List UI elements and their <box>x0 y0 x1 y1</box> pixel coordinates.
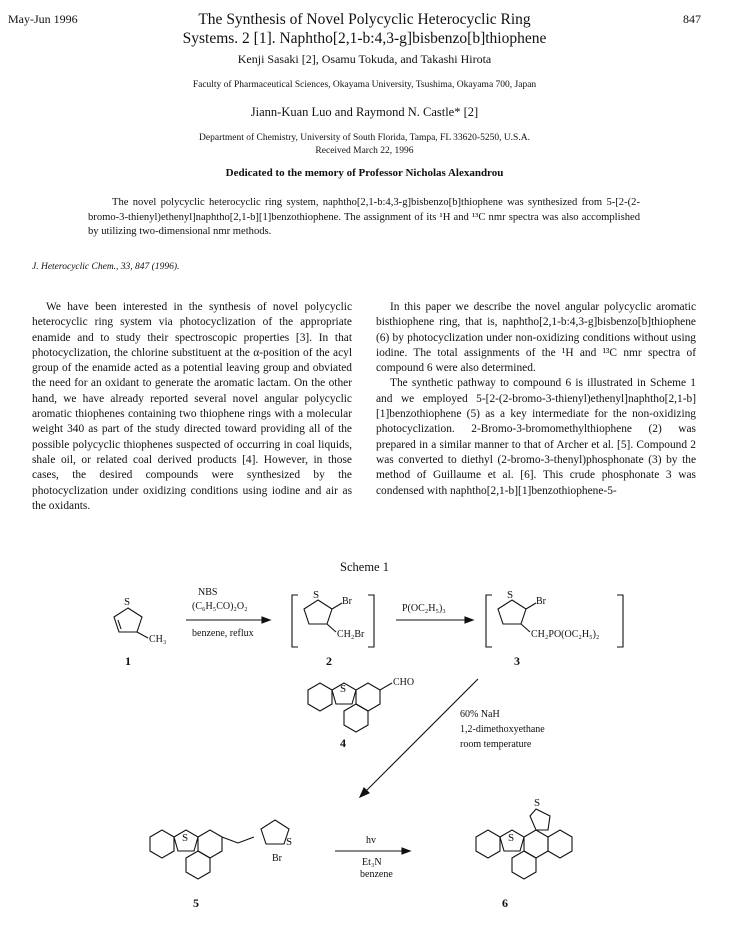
received-date: Received March 22, 1996 <box>315 146 414 156</box>
reagent-temperature: room temperature <box>460 739 532 750</box>
paragraph: In this paper we describe the novel angular polycyclic aromatic bisthiophene ring, that is, naphtho[2,1-b:4,3-g]bisbenzo[b]thiophene (6) by photocyclization under non-oxidizing conditions without using iodine. The total assignments of the ¹H and ¹³C nmr spectra of compound 6 were also determined. <box>376 301 696 375</box>
article-title <box>120 10 609 48</box>
reagent-nbs: NBS <box>198 587 218 598</box>
bromine-label: Br <box>536 596 546 607</box>
page-number: 847 <box>683 12 701 26</box>
dedication: Dedicated to the memory of Professor Nicholas Alexandrou <box>225 167 504 179</box>
scheme-title: Scheme 1 <box>340 560 389 574</box>
compound-number: 4 <box>340 736 346 750</box>
reagent-condition: benzene, reflux <box>192 628 254 639</box>
bromine-label: Br <box>342 596 352 607</box>
paragraph: The synthetic pathway to compound 6 is illustrated in Scheme 1 and we employed 5-[2-(2-bromo-3-thienyl)ethenyl]naphtho[2,1-b][1]benzothiophene (5) as a key intermediate for the non-oxidizing photocyclization. 2-Bromo-3-bromomethylthiophene (2) was prepared in a similar manner to that of Archer et al. [5]. Compound 2 was converted to diethyl (2-bromo-3-thenyl)phosphonate (3) by the method of Guillaume et al. [6]. This crude phosphonate 3 was condensed with naphtho[2,1-b][1]benzothiophene-5- <box>376 377 696 497</box>
compound-number: 3 <box>514 654 520 668</box>
sulfur-label: S <box>507 589 514 601</box>
title-line-1: The Synthesis of Novel Polycyclic Heterocyclic Ring <box>198 11 531 28</box>
compound-number: 1 <box>125 654 131 668</box>
reagent-peroxide: (C₆H₅CO)₂O₂ <box>192 601 248 612</box>
authors-2: Jiann-Kuan Luo and Raymond N. Castle* [2] <box>250 105 479 119</box>
compound-5-structure <box>150 820 289 879</box>
reagent-solvent: benzene <box>360 869 393 880</box>
reagent-amine: Et₃N <box>362 857 382 868</box>
aldehyde-label: CHO <box>393 677 415 688</box>
compound-4-structure <box>308 683 392 732</box>
affiliation-2: Department of Chemistry, University of South Florida, Tampa, FL 33620-5250, U.S.A. <box>199 133 530 143</box>
sulfur-label: S <box>286 836 293 848</box>
journal-citation: J. Heterocyclic Chem., 33, 847 (1996). <box>32 262 180 272</box>
thiophene-ring <box>304 600 332 624</box>
sulfur-label: S <box>313 589 320 601</box>
reaction-scheme <box>0 575 729 937</box>
compound-number: 6 <box>502 896 508 910</box>
authors: Kenji Sasaki [2], Osamu Tokuda, and Takashi Hirota <box>237 52 492 66</box>
sulfur-label: S <box>182 832 189 844</box>
issue-date: May-Jun 1996 <box>8 12 78 26</box>
affiliation-1: Faculty of Pharmaceutical Sciences, Okayama University, Tsushima, Okayama 700, Japan <box>192 80 537 90</box>
methyl-label: CH₃ <box>149 634 167 645</box>
reagent-solvent: 1,2-dimethoxyethane <box>460 724 545 735</box>
sulfur-label: S <box>534 797 541 809</box>
sulfur-label: S <box>124 596 131 608</box>
compound-6-structure <box>476 809 572 879</box>
compound-number: 5 <box>193 896 199 910</box>
right-column <box>376 300 696 499</box>
left-column <box>32 300 352 514</box>
reaction-arrow <box>362 679 478 795</box>
abstract: The novel polycyclic heterocyclic ring system, naphtho[2,1-b:4,3-g]bisbenzo[b]thiophene was synthesized from 5-[2-(2-bromo-3-thienyl)ethenyl]naphtho[2,1-b][1]benzothiophene. The assignment of its ¹H and ¹³C nmr spectra was also accomplished by utilizing two-dimensional nmr methods. <box>88 197 640 238</box>
title-line-2: Systems. 2 [1]. Naphtho[2,1-b:4,3-g]bisbenzo[b]thiophene <box>182 30 547 47</box>
compound-number: 2 <box>326 654 332 668</box>
thiophene-ring <box>498 600 526 624</box>
sulfur-label: S <box>508 832 515 844</box>
phosphonate-label: CH₂PO(OC₂H₅)₂ <box>531 629 600 640</box>
bromine-label: Br <box>272 853 282 864</box>
reagent-base: 60% NaH <box>460 709 500 720</box>
bromomethyl-label: CH₂Br <box>337 629 365 640</box>
reagent-light: hv <box>366 835 376 846</box>
sulfur-label: S <box>340 683 347 695</box>
paragraph: We have been interested in the synthesis of novel polycyclic heterocyclic ring system via photocyclization of the appropriate enamide and to study their spectroscopic properties [3]. In that photocyclization, the chlorine substituent at the α-position of the acyl group of the enamide acted as a potential leaving group and obviated the need for an oxidant to generate the aromatic lactam. On the other hand, we have already reported several novel angular polycyclic aromatic thiophenes containing two thiophene rings with a molecular weight 340 as part of the study directed toward providing all of the possible polycyclic thiophenes suspected of occurring in coal liquids, shale oil, or related coal derived products [4]. However, in those cases, the desired compounds were synthesized by the photocyclization under oxidizing conditions using iodine and air as the oxidants. <box>32 301 352 512</box>
reagent-phosphite: P(OC₂H₅)₃ <box>402 603 446 614</box>
